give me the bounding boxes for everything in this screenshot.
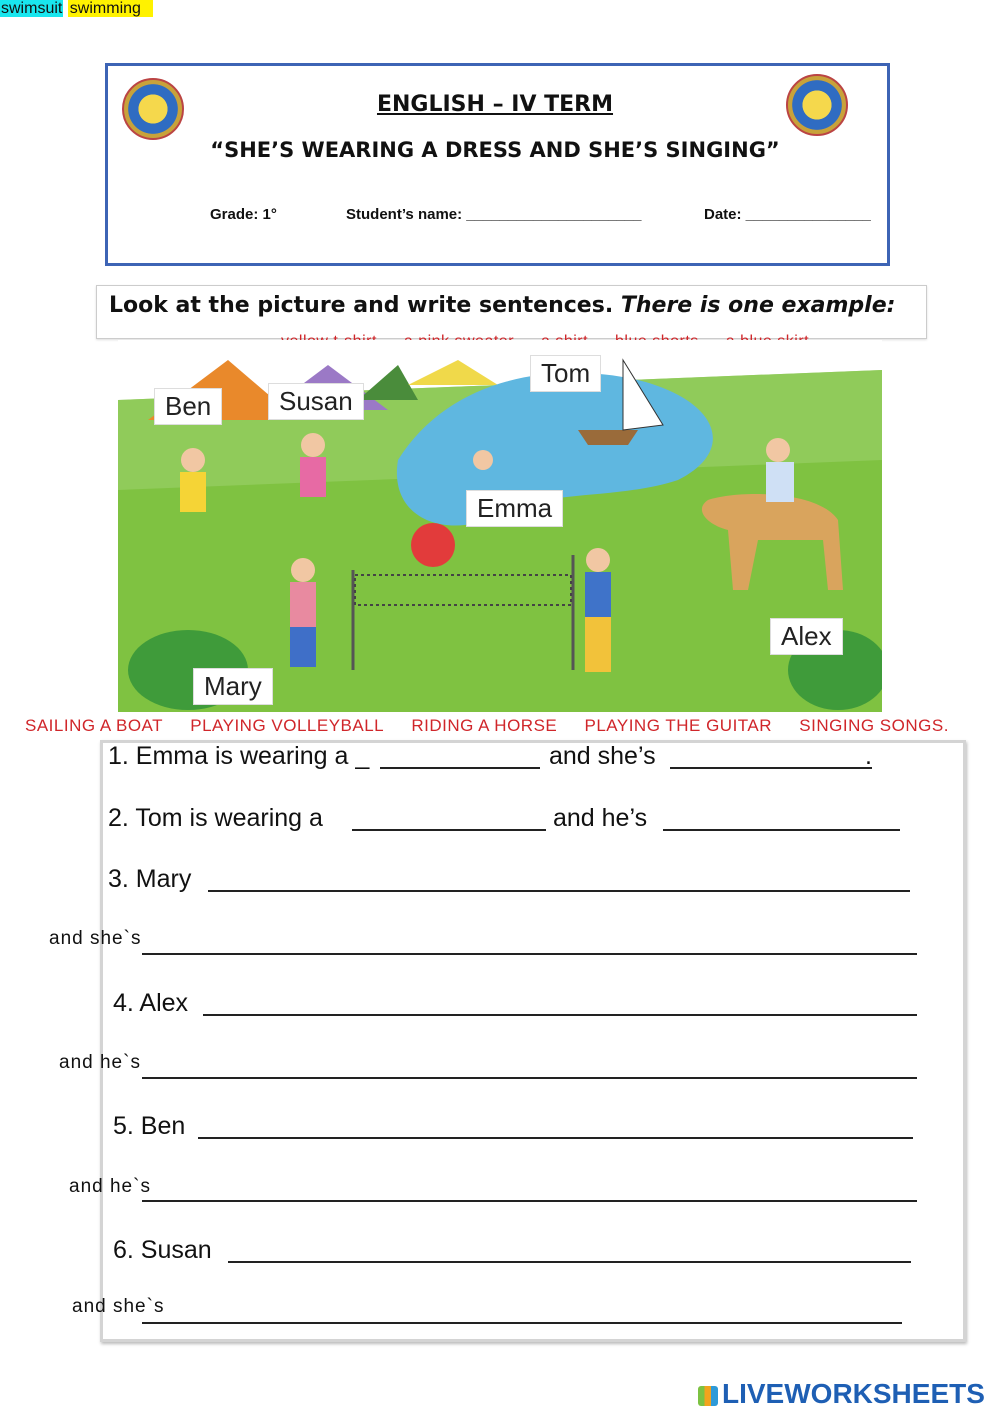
answer-blank[interactable] xyxy=(380,767,540,769)
answer-swimming[interactable]: swimming xyxy=(68,0,153,17)
and-prefix: and he`s xyxy=(69,1176,151,1197)
course-title: ENGLISH – IV TERM xyxy=(376,92,614,117)
name-tag-mary: Mary xyxy=(193,668,273,705)
question-2-start: 2. Tom is wearing a xyxy=(108,804,323,832)
answer-blank[interactable] xyxy=(203,1014,917,1016)
word-bank-item: PLAYING VOLLEYBALL xyxy=(190,716,385,735)
park-scene-illustration xyxy=(118,340,882,712)
question-5: 5. Ben xyxy=(113,1112,186,1140)
liveworksheets-logo-icon xyxy=(698,1386,718,1406)
and-prefix: and she`s xyxy=(72,1296,165,1317)
name-tag-tom: Tom xyxy=(530,355,601,392)
grade-label: Grade: 1° xyxy=(210,206,277,223)
word-bank-item: SINGING SONGS. xyxy=(799,716,949,735)
answer-blank[interactable] xyxy=(142,1322,902,1324)
question-3: 3. Mary xyxy=(108,865,192,893)
answer-blank[interactable] xyxy=(228,1261,911,1263)
answer-blank[interactable] xyxy=(142,1200,917,1202)
name-tag-ben: Ben xyxy=(154,388,222,425)
question-4: 4. Alex xyxy=(113,989,189,1017)
instruction-text xyxy=(109,293,895,318)
date-field[interactable]: Date: _______________ xyxy=(704,206,871,223)
answer-blank[interactable] xyxy=(142,953,917,955)
answer-swimsuit[interactable]: swimsuit xyxy=(1,0,63,17)
answer-blank[interactable] xyxy=(663,829,900,831)
instruction-example: There is one example: xyxy=(620,293,896,318)
activity-word-bank xyxy=(25,716,971,736)
and-prefix: and he`s xyxy=(59,1052,141,1073)
name-tag-susan: Susan xyxy=(268,383,364,420)
liveworksheets-logo[interactable] xyxy=(698,1378,985,1410)
word-bank-item: SAILING A BOAT xyxy=(25,716,164,735)
logo-text: LIVEWORKSHEETS xyxy=(722,1378,985,1409)
question-2-mid: and he’s xyxy=(553,804,648,832)
answer-blank[interactable] xyxy=(208,890,910,892)
answer-blank[interactable] xyxy=(142,1077,917,1079)
question-6: 6. Susan xyxy=(113,1236,212,1264)
school-seal-icon xyxy=(122,78,184,140)
word-bank-item: RIDING A HORSE xyxy=(411,716,558,735)
name-tag-alex: Alex xyxy=(770,618,843,655)
question-1-start: 1. Emma is wearing a _ xyxy=(108,742,370,770)
period: . xyxy=(865,742,872,770)
name-tag-emma: Emma xyxy=(466,490,563,527)
answer-blank[interactable] xyxy=(198,1137,913,1139)
student-name-field[interactable]: Student’s name: _____________________ xyxy=(346,206,642,223)
question-1-mid: and she’s xyxy=(549,742,656,770)
answer-blank[interactable] xyxy=(352,829,546,831)
answer-blank[interactable] xyxy=(670,767,872,769)
word-bank-item: PLAYING THE GUITAR xyxy=(584,716,773,735)
school-seal-icon xyxy=(786,74,848,136)
and-prefix: and she`s xyxy=(49,928,142,949)
lesson-title: “SHE’S WEARING A DRESS AND SHE’S SINGING” xyxy=(210,138,780,162)
instruction-main: Look at the picture and write sentences. xyxy=(109,293,614,318)
